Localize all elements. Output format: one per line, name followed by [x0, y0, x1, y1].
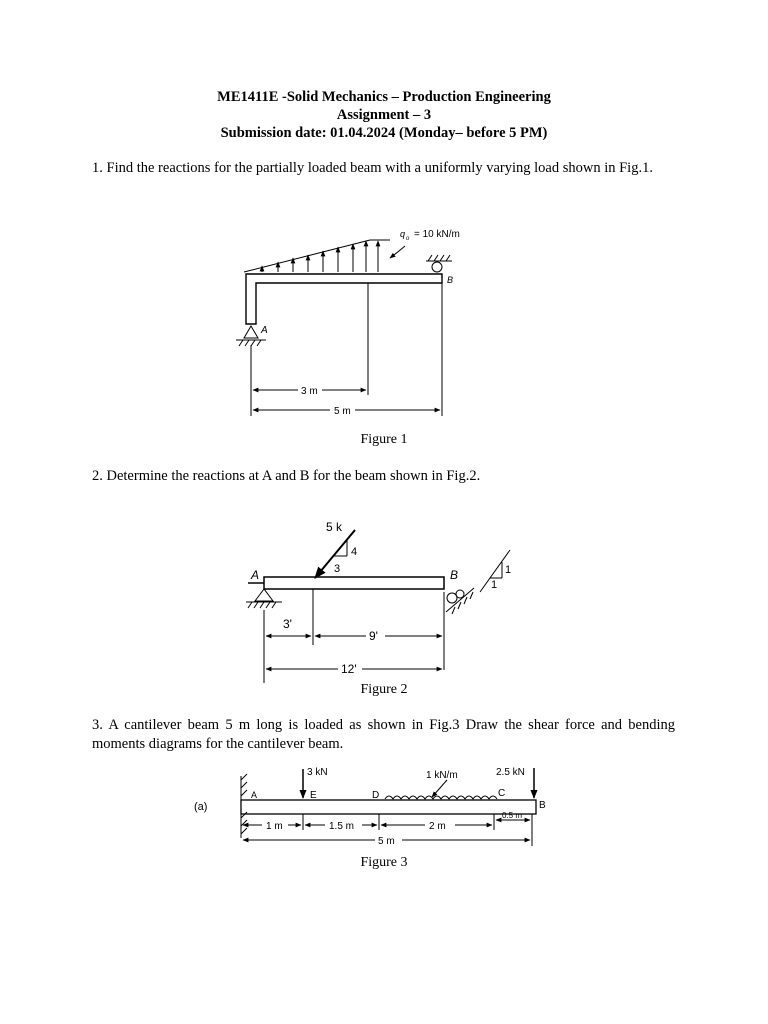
dim-5m: 5 m: [378, 836, 395, 847]
dim-2m: 2 m: [429, 821, 446, 832]
fixed-wall-a: [241, 774, 247, 838]
dim-1-5m: 1.5 m: [329, 821, 355, 832]
support-slope-vertical: 1: [505, 564, 512, 576]
label-c: C: [498, 788, 506, 799]
load-3kn-label: 3 kN: [307, 767, 328, 778]
dim-0-5m: 0.5 m: [502, 811, 523, 820]
load-2-5kn-label: 2.5 kN: [496, 767, 525, 778]
q0-symbol: q: [400, 229, 406, 239]
label-d: D: [372, 790, 380, 801]
slope-horizontal: 3: [334, 563, 341, 575]
label-b: B: [539, 800, 546, 811]
label-e: E: [310, 790, 317, 801]
cantilever-beam: [241, 800, 536, 814]
question-1-text: 1. Find the reactions for the partially loaded beam with a uniformly varying load shown in Fig.1.: [92, 160, 653, 176]
q0-subscript: o: [406, 236, 410, 242]
question-3-text: 3. A cantilever beam 5 m long is loaded as shown in Fig.3 Draw the shear force and bending moments diagrams for the cantilever beam.: [92, 717, 675, 752]
figure-1-caption: Figure 1: [360, 432, 408, 447]
dim-9ft: 9': [369, 629, 378, 643]
assignment-number: Assignment – 3: [336, 107, 432, 123]
label-a: A: [251, 790, 258, 800]
support-slope-horizontal: 1: [491, 579, 498, 591]
dim-12ft: 12': [341, 662, 357, 676]
part-label: (a): [194, 801, 208, 813]
label-b: B: [450, 568, 459, 582]
load-label: = 10 kN/m: [414, 229, 460, 240]
label-a: A: [261, 325, 268, 336]
label-a: A: [251, 568, 260, 582]
dim-3ft: 3': [283, 617, 292, 631]
dim-3m: 3 m: [301, 386, 318, 397]
course-title: ME1411E -Solid Mechanics – Production Engineering: [217, 89, 551, 105]
label-b: B: [447, 275, 454, 285]
udl-label: 1 kN/m: [426, 770, 458, 781]
figure-3-caption: Figure 3: [360, 855, 408, 870]
question-2-text: 2. Determine the reactions at A and B for the beam shown in Fig.2.: [92, 468, 481, 484]
force-label: 5 k: [326, 520, 343, 534]
udl-leader: [432, 780, 447, 797]
udl-wave: [385, 796, 497, 799]
submission-date: Submission date: 01.04.2024 (Monday– before 5 PM): [220, 125, 548, 141]
figure-2-caption: Figure 2: [360, 682, 408, 697]
dim-5m: 5 m: [334, 406, 351, 417]
slope-vertical: 4: [351, 546, 358, 558]
dim-1m: 1 m: [266, 821, 283, 832]
